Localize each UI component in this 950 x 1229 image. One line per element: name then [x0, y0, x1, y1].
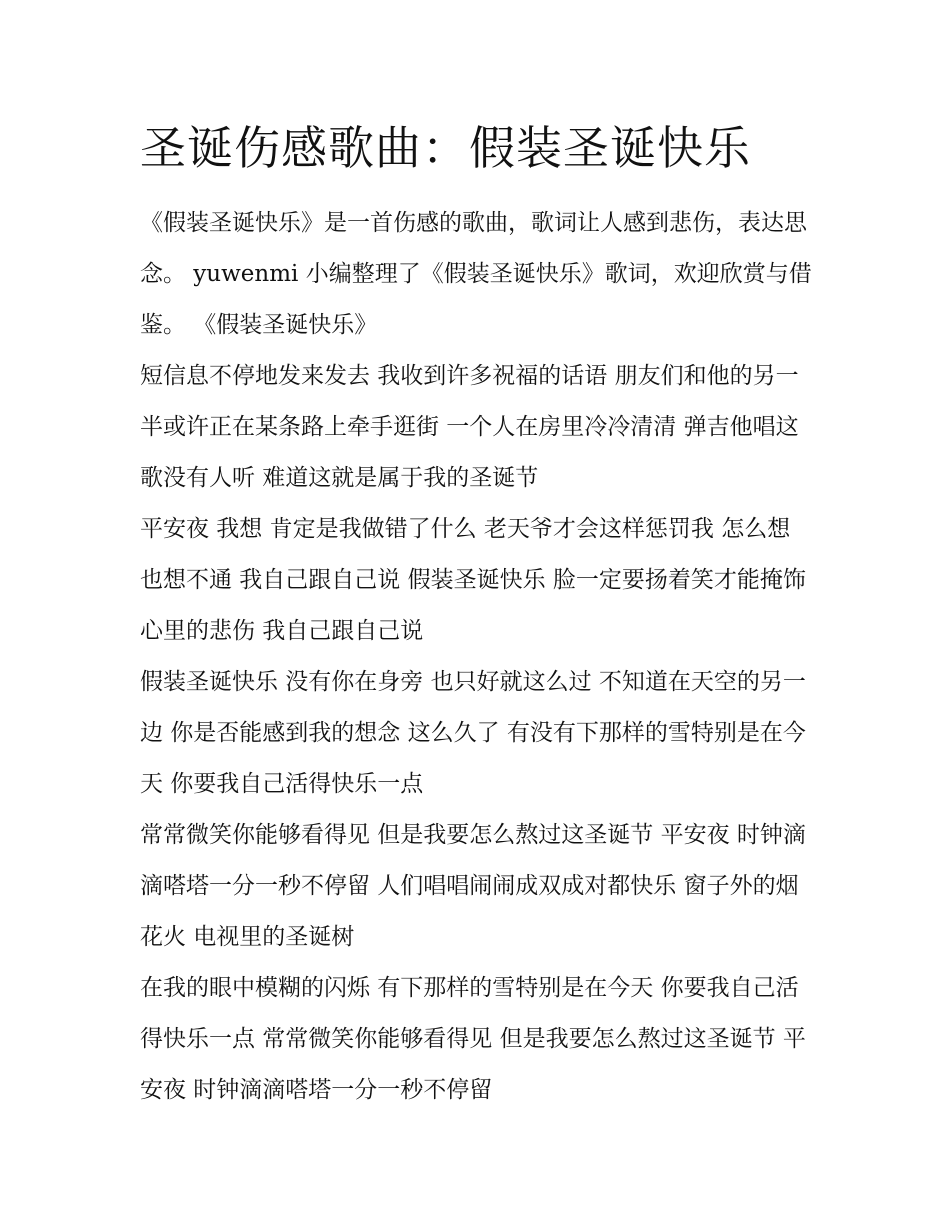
document-body: [140, 198, 812, 1116]
lyrics-paragraph-1: 短信息不停地发来发去 我收到许多祝福的话语 朋友们和他的另一半或许正在某条路上牵手逛街 一个人在房里冷冷清清 弹吉他唱这歌没有人听 难道这就是属于我的圣诞节: [140, 363, 799, 491]
lyrics-paragraph-2: 平安夜 我想 肯定是我做错了什么 老天爷才会这样惩罚我 怎么想也想不通 我自己跟自己说 假装圣诞快乐 脸一定要扬着笑才能掩饰心里的悲伤 我自己跟自己说: [140, 516, 806, 644]
document-title: 圣诞伤感歌曲：假装圣诞快乐: [140, 121, 751, 175]
lyrics-paragraph-4: 常常微笑你能够看得见 但是我要怎么熬过这圣诞节 平安夜 时钟滴滴嗒塔一分一秒不停留 人们唱唱闹闹成双成对都快乐 窗子外的烟花火 电视里的圣诞树: [140, 822, 806, 950]
lyrics-paragraph-5: 在我的眼中模糊的闪烁 有下那样的雪特别是在今天 你要我自己活得快乐一点 常常微笑你能够看得见 但是我要怎么熬过这圣诞节 平安夜 时钟滴滴嗒塔一分一秒不停留: [140, 975, 806, 1103]
paragraph-intro: 《假装圣诞快乐》是一首伤感的歌曲，歌词让人感到悲伤，表达思念。 yuwenmi 小编整理了《假装圣诞快乐》歌词，欢迎欣赏与借鉴。 《假装圣诞快乐》: [140, 210, 812, 338]
lyrics-paragraph-3: 假装圣诞快乐 没有你在身旁 也只好就这么过 不知道在天空的另一边 你是否能感到我的想念 这么久了 有没有下那样的雪特别是在今天 你要我自己活得快乐一点: [140, 669, 806, 797]
